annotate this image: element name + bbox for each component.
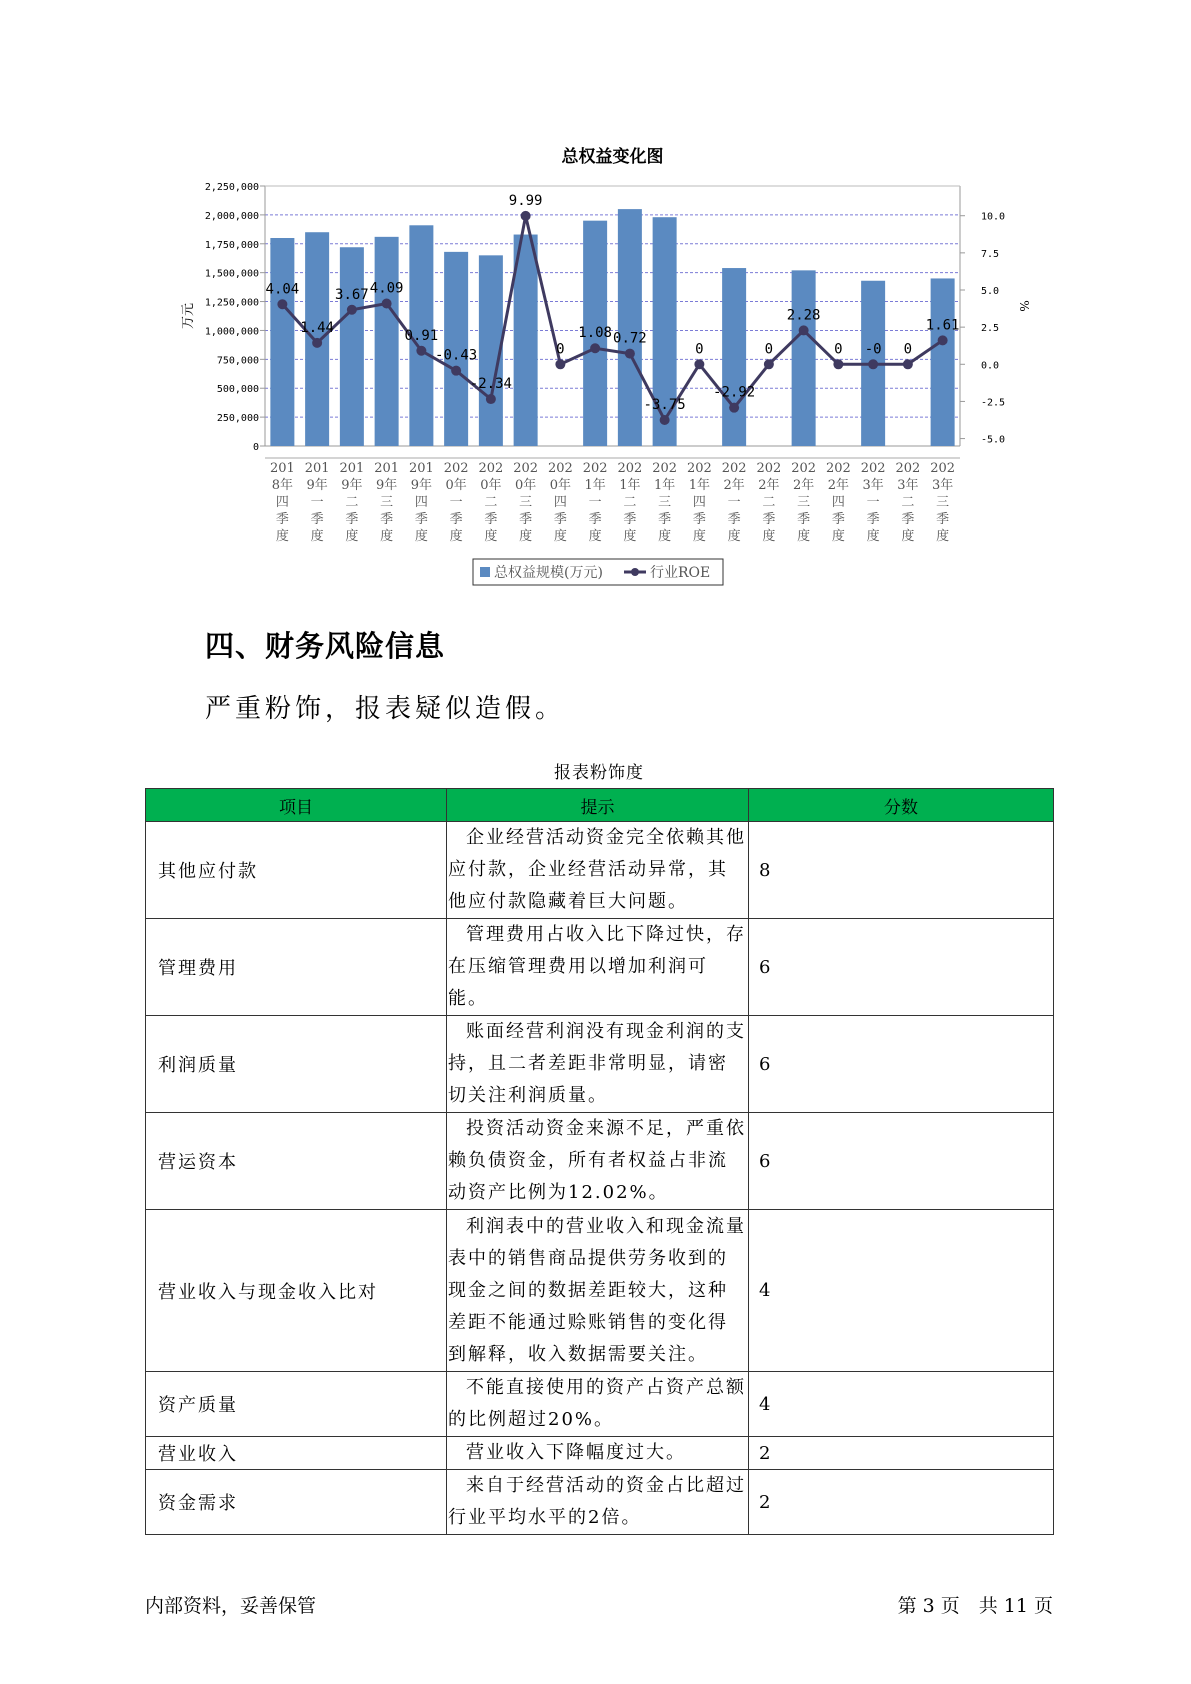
row-hint: 营业收入下降幅度过大。	[447, 1437, 749, 1470]
roe-point	[799, 325, 809, 335]
x-tick-label: 季	[658, 512, 672, 527]
x-tick-label: 季	[797, 512, 811, 527]
x-tick-label: 一	[588, 495, 602, 510]
roe-point	[764, 359, 774, 369]
x-tick-label: 度	[553, 529, 567, 544]
x-tick-label: 1年	[653, 478, 676, 493]
roe-data-label: -0	[864, 341, 882, 358]
roe-data-label: 1.61	[925, 317, 960, 334]
x-tick-label: 一	[310, 495, 324, 510]
x-tick-label: 季	[831, 512, 845, 527]
table-row	[146, 1113, 1054, 1210]
y-left-tick-label: 1,000,000	[204, 326, 259, 338]
x-tick-label: 201	[339, 461, 365, 476]
y-right-tick-label: 5.0	[981, 286, 1000, 297]
bar	[270, 238, 294, 446]
x-tick-label: 201	[374, 461, 400, 476]
roe-point	[694, 359, 704, 369]
x-tick-label: 三	[936, 495, 950, 510]
roe-data-label: -0.43	[435, 347, 478, 364]
roe-data-label: 3.67	[335, 286, 369, 303]
bar	[375, 237, 399, 446]
x-tick-label: 9年	[410, 478, 433, 493]
roe-point	[729, 403, 739, 413]
x-tick-label: 度	[658, 529, 672, 544]
x-tick-label: 202	[478, 461, 504, 476]
x-tick-label: 季	[762, 512, 776, 527]
row-item: 其他应付款	[146, 822, 447, 919]
x-tick-label: 三	[658, 495, 672, 510]
x-tick-label: 三	[380, 495, 394, 510]
row-hint: 利润表中的营业收入和现金流量表中的销售商品提供劳务收到的现金之间的数据差距较大，这种差距不能通过赊账销售的变化得到解释，收入数据需要关注。	[447, 1210, 749, 1372]
row-hint: 管理费用占收入比下降过快，存在压缩管理费用以增加利润可能。	[447, 919, 749, 1016]
table-row	[146, 1210, 1054, 1372]
y-left-tick-label: 750,000	[216, 355, 259, 367]
y-right-tick-label: 10.0	[981, 211, 1006, 223]
x-tick-label: 季	[623, 512, 637, 527]
x-tick-label: 三	[519, 495, 533, 510]
roe-point	[555, 359, 565, 369]
x-tick-label: 一	[449, 495, 463, 510]
bar	[792, 270, 816, 446]
x-tick-label: 季	[727, 512, 741, 527]
x-tick-label: 202	[721, 461, 747, 476]
x-tick-label: 202	[443, 461, 469, 476]
roe-data-label: 9.99	[508, 192, 543, 209]
header-hint: 提示	[447, 789, 749, 822]
table-row	[146, 1372, 1054, 1437]
x-tick-label: 2年	[827, 478, 850, 493]
x-tick-label: 201	[408, 461, 434, 476]
x-tick-label: 度	[901, 529, 915, 544]
table-header-row	[146, 789, 1054, 822]
roe-point	[312, 338, 322, 348]
table-caption: 报表粉饰度	[554, 763, 644, 783]
y-right-tick-label: 0.0	[981, 360, 1000, 372]
row-score: 6	[749, 919, 1054, 1016]
x-tick-label: 0年	[480, 478, 502, 493]
x-tick-label: 四	[692, 495, 706, 510]
row-score: 8	[749, 822, 1054, 919]
roe-data-label: 0.91	[404, 327, 439, 344]
x-tick-label: 9年	[306, 478, 328, 493]
header-item: 项目	[146, 789, 447, 822]
roe-point	[451, 366, 461, 376]
y-left-tick-label: 1,500,000	[204, 268, 259, 280]
y-left-tick-label: 2,250,000	[204, 182, 259, 193]
bar	[340, 247, 364, 446]
x-tick-label: 度	[623, 529, 637, 544]
roe-data-label: 0.72	[613, 330, 647, 347]
roe-data-label: 0	[556, 341, 565, 358]
x-tick-label: 度	[936, 529, 950, 544]
y-left-axis-label: 万元	[181, 302, 196, 330]
x-tick-label: 度	[380, 529, 394, 544]
y-left-tick-label: 500,000	[216, 384, 259, 396]
table-row	[146, 822, 1054, 919]
x-tick-label: 202	[513, 461, 539, 476]
x-tick-label: 202	[930, 461, 956, 476]
row-score: 6	[749, 1113, 1054, 1210]
footer-page-number: 第 3 页 共 11 页	[897, 1595, 1053, 1617]
row-item: 利润质量	[146, 1016, 447, 1113]
y-right-tick-label: 2.5	[981, 323, 1000, 335]
roe-data-label: 4.04	[265, 281, 300, 298]
roe-data-label: 0	[834, 341, 843, 358]
x-tick-label: 3年	[931, 478, 954, 493]
x-tick-label: 202	[860, 461, 886, 476]
y-left-tick-label: 1,250,000	[204, 297, 259, 309]
x-tick-label: 四	[275, 495, 289, 510]
roe-point	[486, 394, 496, 404]
x-tick-label: 季	[519, 512, 533, 527]
roe-point	[660, 415, 670, 425]
x-tick-label: 季	[275, 512, 289, 527]
section-heading: 四、财务风险信息	[205, 629, 446, 663]
legend-line-marker	[631, 568, 639, 576]
x-tick-label: 2年	[723, 478, 745, 493]
roe-point	[347, 305, 357, 315]
x-tick-label: 度	[275, 529, 289, 544]
bar	[722, 268, 746, 446]
x-tick-label: 季	[553, 512, 567, 527]
roe-point	[590, 343, 600, 353]
bar	[931, 278, 955, 446]
x-tick-label: 3年	[897, 478, 919, 493]
x-tick-label: 202	[547, 461, 573, 476]
header-score: 分数	[749, 789, 1054, 822]
x-tick-label: 度	[692, 529, 706, 544]
table-row	[146, 1470, 1054, 1535]
footer-left: 内部资料，妥善保管	[145, 1595, 317, 1617]
roe-point	[521, 211, 531, 221]
x-tick-label: 202	[825, 461, 851, 476]
roe-data-label: 2.28	[786, 307, 821, 324]
roe-data-label: 4.09	[369, 280, 404, 297]
y-right-tick-label: 7.5	[981, 248, 1000, 260]
x-tick-label: 202	[617, 461, 643, 476]
x-tick-label: 二	[762, 495, 776, 510]
x-tick-label: 1年	[619, 478, 641, 493]
roe-point	[416, 346, 426, 356]
x-tick-label: 季	[588, 512, 602, 527]
x-tick-label: 度	[866, 529, 880, 544]
x-tick-label: 季	[345, 512, 359, 527]
row-hint: 企业经营活动资金完全依赖其他应付款，企业经营活动异常，其他应付款隐藏着巨大问题。	[447, 822, 749, 919]
x-tick-label: 202	[582, 461, 608, 476]
x-tick-label: 二	[345, 495, 359, 510]
x-tick-label: 度	[727, 529, 741, 544]
y-left-tick-label: 250,000	[216, 413, 259, 425]
x-tick-label: 一	[727, 495, 741, 510]
roe-point	[625, 349, 635, 359]
x-tick-label: 度	[519, 529, 533, 544]
row-score: 2	[749, 1470, 1054, 1535]
x-tick-label: 度	[345, 529, 359, 544]
roe-point	[903, 359, 913, 369]
roe-data-label: 0	[764, 341, 774, 358]
table-row	[146, 1016, 1054, 1113]
x-tick-label: 四	[553, 495, 567, 510]
x-tick-label: 季	[310, 512, 324, 527]
roe-data-label: 0	[695, 341, 704, 358]
roe-data-label: 1.08	[578, 325, 612, 342]
roe-point	[277, 299, 287, 309]
row-hint: 来自于经营活动的资金占比超过行业平均水平的2倍。	[447, 1470, 749, 1535]
risk-table	[145, 788, 1054, 1535]
row-hint: 账面经营利润没有现金利润的支持，且二者差距非常明显，请密切关注利润质量。	[447, 1016, 749, 1113]
x-tick-label: 0年	[514, 478, 537, 493]
x-tick-label: 二	[623, 495, 637, 510]
legend-line-label: 行业ROE	[650, 565, 711, 581]
roe-point	[868, 359, 878, 369]
x-tick-label: 季	[380, 512, 394, 527]
x-tick-label: 2年	[758, 478, 780, 493]
row-item: 营运资本	[146, 1113, 447, 1210]
x-tick-label: 202	[652, 461, 678, 476]
x-tick-label: 202	[895, 461, 921, 476]
roe-data-label: -2.92	[713, 384, 756, 401]
x-tick-label: 季	[901, 512, 915, 527]
row-score: 4	[749, 1210, 1054, 1372]
x-tick-label: 季	[692, 512, 706, 527]
x-tick-label: 9年	[375, 478, 398, 493]
x-tick-label: 202	[791, 461, 817, 476]
x-tick-label: 度	[449, 529, 463, 544]
x-tick-label: 度	[797, 529, 811, 544]
roe-point	[833, 359, 843, 369]
roe-point	[382, 299, 392, 309]
x-tick-label: 度	[414, 529, 428, 544]
x-tick-label: 季	[936, 512, 950, 527]
x-tick-label: 201	[269, 461, 295, 476]
x-tick-label: 四	[831, 495, 845, 510]
x-tick-label: 202	[686, 461, 712, 476]
bar	[618, 209, 642, 446]
y-left-tick-label: 2,000,000	[204, 210, 259, 222]
x-tick-label: 一	[866, 495, 880, 510]
x-tick-label: 1年	[688, 478, 711, 493]
section-text: 严重粉饰，报表疑似造假。	[205, 694, 566, 724]
x-tick-label: 9年	[341, 478, 363, 493]
y-right-tick-label: -2.5	[981, 397, 1006, 409]
chart-title: 总权益变化图	[561, 147, 664, 167]
x-tick-label: 季	[484, 512, 498, 527]
row-score: 4	[749, 1372, 1054, 1437]
x-tick-label: 0年	[549, 478, 572, 493]
roe-data-label: 0	[903, 341, 913, 358]
row-hint: 不能直接使用的资产占资产总额的比例超过20%。	[447, 1372, 749, 1437]
roe-data-label: -2.34	[469, 376, 512, 393]
y-left-tick-label: 0	[252, 442, 259, 453]
equity-chart	[0, 0, 1191, 600]
row-score: 2	[749, 1437, 1054, 1470]
roe-point	[938, 335, 948, 345]
x-tick-label: 度	[588, 529, 602, 544]
row-item: 营业收入与现金收入比对	[146, 1210, 447, 1372]
table-row	[146, 1437, 1054, 1470]
x-tick-label: 度	[831, 529, 845, 544]
row-item: 营业收入	[146, 1437, 447, 1470]
roe-data-label: -3.75	[643, 397, 686, 413]
x-tick-label: 二	[901, 495, 915, 510]
x-tick-label: 季	[414, 512, 428, 527]
x-tick-label: 季	[449, 512, 463, 527]
x-tick-label: 度	[762, 529, 776, 544]
x-tick-label: 3年	[862, 478, 884, 493]
row-item: 资产质量	[146, 1372, 447, 1437]
x-tick-label: 8年	[271, 478, 294, 493]
row-hint: 投资活动资金来源不足，严重依赖负债资金，所有者权益占非流动资产比例为12.02%。	[447, 1113, 749, 1210]
x-tick-label: 1年	[584, 478, 606, 493]
x-tick-label: 度	[484, 529, 498, 544]
x-tick-label: 2年	[792, 478, 815, 493]
row-item: 管理费用	[146, 919, 447, 1016]
roe-data-label: 1.44	[300, 319, 334, 336]
x-tick-label: 201	[304, 461, 330, 476]
y-right-tick-label: -5.0	[981, 434, 1006, 446]
legend-bar-label: 总权益规模(万元)	[494, 565, 603, 581]
y-right-axis-label: %	[1017, 300, 1031, 312]
row-score: 6	[749, 1016, 1054, 1113]
x-tick-label: 二	[484, 495, 498, 510]
x-tick-label: 度	[310, 529, 324, 544]
x-tick-label: 0年	[445, 478, 467, 493]
x-tick-label: 202	[756, 461, 782, 476]
table-row	[146, 919, 1054, 1016]
x-tick-label: 四	[414, 495, 428, 510]
legend-bar-swatch	[480, 567, 490, 577]
x-tick-label: 季	[866, 512, 880, 527]
row-item: 资金需求	[146, 1470, 447, 1535]
y-left-tick-label: 1,750,000	[204, 239, 259, 251]
x-tick-label: 三	[797, 495, 811, 510]
